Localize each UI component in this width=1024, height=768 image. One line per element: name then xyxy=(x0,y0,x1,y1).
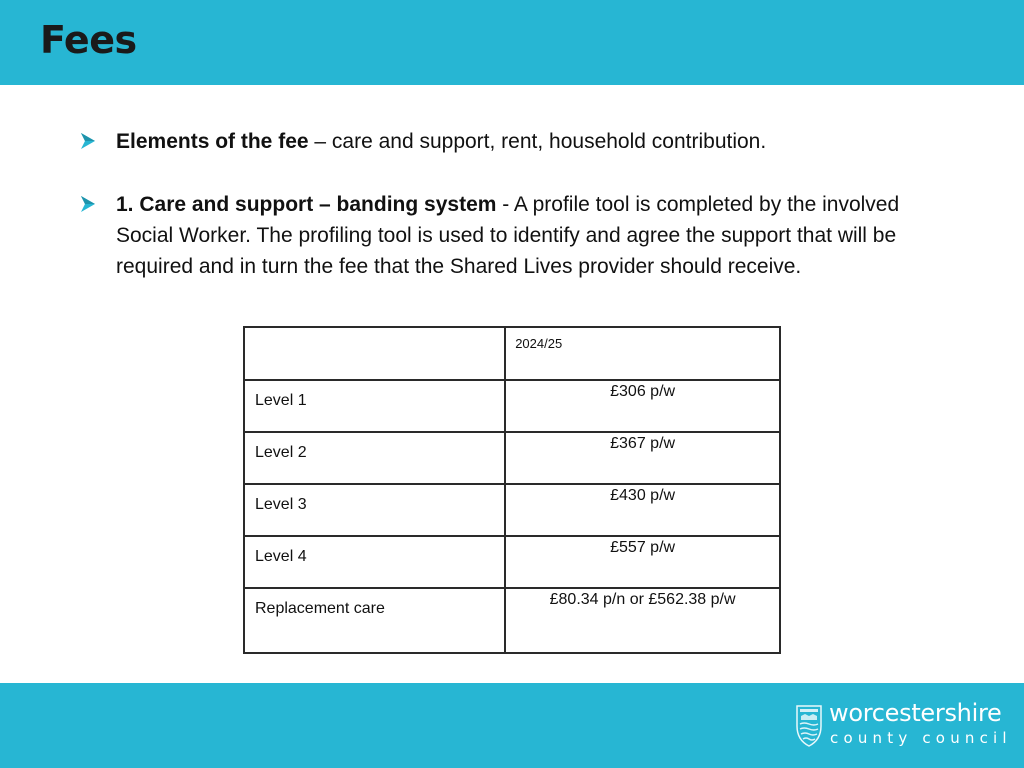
bullet-bold-text: 1. Care and support – banding system xyxy=(116,193,497,216)
level-label: Replacement care xyxy=(244,588,505,653)
level-label: Level 2 xyxy=(244,432,505,484)
table-row xyxy=(244,484,780,536)
fee-value: £367 p/w xyxy=(505,432,780,484)
fee-value: £430 p/w xyxy=(505,484,780,536)
bullet-bold-text: Elements of the fee xyxy=(116,130,309,153)
bullet-item xyxy=(80,189,960,282)
table-row xyxy=(244,432,780,484)
fee-table xyxy=(243,326,781,654)
table-row xyxy=(244,536,780,588)
fee-value: £80.34 p/n or £562.38 p/w xyxy=(505,588,780,653)
table-row xyxy=(244,588,780,653)
fee-value: £306 p/w xyxy=(505,380,780,432)
fee-value: £557 p/w xyxy=(505,536,780,588)
arrow-bullet-icon xyxy=(80,196,96,212)
bullet-text: - A profile tool is completed by the involved Social Worker. The profiling tool is used to identify and agree the support that will be required and in turn the fee that the Shared Lives provider should receive. xyxy=(116,193,900,278)
bullet-item xyxy=(80,126,960,157)
level-label: Level 3 xyxy=(244,484,505,536)
table-header-year: 2024/25 xyxy=(505,327,780,380)
logo-subtitle: county council xyxy=(830,729,1012,747)
council-crest-icon xyxy=(795,702,823,748)
table-header-row xyxy=(244,327,780,380)
table-header-cell xyxy=(244,327,505,380)
arrow-bullet-icon xyxy=(80,133,96,149)
logo-wordmark: worcestershire xyxy=(829,699,1002,727)
bullet-list xyxy=(80,126,960,282)
header-bar xyxy=(0,0,1024,85)
level-label: Level 4 xyxy=(244,536,505,588)
table-row xyxy=(244,380,780,432)
level-label: Level 1 xyxy=(244,380,505,432)
page-title: Fees xyxy=(40,18,137,62)
council-logo xyxy=(795,699,1015,752)
bullet-text: – care and support, rent, household contribution. xyxy=(308,130,767,153)
